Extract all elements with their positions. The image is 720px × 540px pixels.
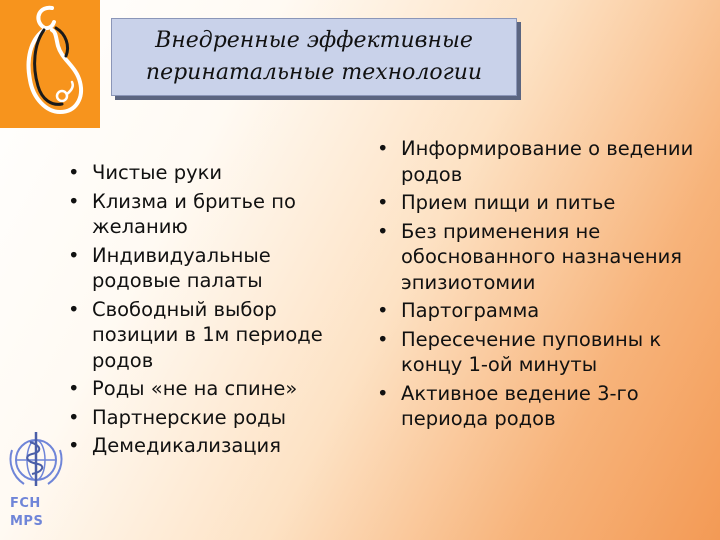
list-item: • Чистые руки	[66, 160, 336, 186]
list-item: • Пересечение пуповины к концу 1-ой минуты	[375, 327, 695, 378]
list-item: • Партнерские роды	[66, 405, 336, 431]
slide-title: Внедренные эффективные перинатальные технологии	[145, 28, 483, 85]
list-item: • Индивидуальные родовые палаты	[66, 243, 336, 294]
list-item: • Роды «не на спине»	[66, 376, 336, 402]
footer-logo-line2: MPS	[10, 514, 44, 529]
logo-panel	[0, 0, 100, 128]
list-item: • Клизма и бритье по желанию	[66, 189, 336, 240]
list-item: • Прием пищи и питье	[375, 190, 695, 216]
right-bullet-list	[375, 136, 695, 435]
list-item: • Информирование о ведении родов	[375, 136, 695, 187]
title-box	[111, 18, 517, 96]
list-item: • Активное ведение 3-го периода родов	[375, 381, 695, 432]
list-item: • Демедикализация	[66, 433, 336, 459]
list-item: • Свободный выбор позиции в 1м периоде родов	[66, 297, 336, 374]
list-item: • Без применения не обоснованного назначения эпизиотомии	[375, 219, 695, 296]
left-bullet-list	[66, 160, 336, 462]
footer-logo-line1: FCH	[10, 496, 41, 511]
who-emblem-icon	[2, 428, 70, 488]
pregnant-woman-logo-icon	[0, 0, 100, 128]
list-item: • Партограмма	[375, 298, 695, 324]
